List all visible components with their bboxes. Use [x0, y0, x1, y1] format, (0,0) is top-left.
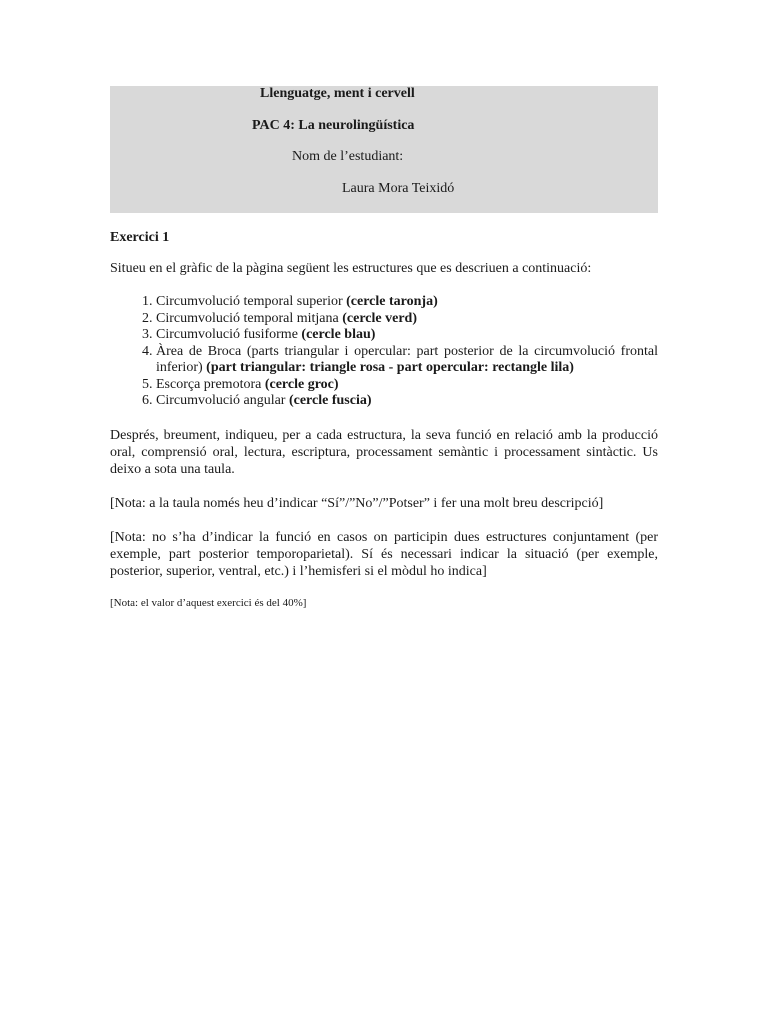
list-item [156, 327, 658, 344]
item-marker: (cercle verd) [342, 310, 417, 326]
note-function: [Nota: no s’ha d’indicar la funció en casos on participin dues estructures conjuntament (per exemple, part posterior temporoparietal). Sí és necessari indicar la situació (per exemple, posterior, superior, ventral, etc.) i l’hemisferi si el mòdul ho indica] [110, 529, 658, 579]
list-item [156, 344, 658, 377]
header-box [110, 86, 658, 213]
student-name: Laura Mora Teixidó [342, 181, 455, 196]
exercise-description: Després, breument, indiqueu, per a cada estructura, la seva funció en relació amb la producció oral, comprensió oral, lectura, escriptura, processament semàntic i processament sintàctic. Us deixo a sota una taula. [110, 427, 658, 477]
exercise-intro: Situeu en el gràfic de la pàgina següent les estructures que es descriuen a continuació: [110, 261, 592, 276]
student-label: Nom de l’estudiant: [292, 149, 404, 164]
item-marker: (cercle fuscia) [288, 393, 372, 408]
course-title: Llenguatge, ment i cervell [260, 86, 415, 101]
structure-list [110, 294, 658, 410]
list-item [156, 377, 658, 394]
list-item [156, 311, 658, 328]
note-table: [Nota: a la taula només heu d’indicar “Sí”/”No”/”Potser” i fer una molt breu descripció] [110, 495, 604, 511]
item-marker: (cercle groc) [264, 376, 339, 392]
note-weight: [Nota: el valor d’aquest exercici és del 40%] [110, 596, 307, 609]
item-text: Escorça premotora [156, 376, 265, 392]
list-item [156, 294, 658, 311]
item-marker: (part triangular: triangle rosa - part opercular: rectangle lila) [206, 360, 574, 375]
item-text: Circumvolució fusiforme [156, 327, 302, 342]
item-marker: (cercle taronja) [346, 294, 438, 309]
document-page [110, 86, 658, 610]
assignment-title: PAC 4: La neurolingüística [252, 118, 415, 133]
exercise-title: Exercici 1 [110, 230, 170, 245]
list-item [156, 393, 658, 410]
item-text: Circumvolució angular [156, 393, 289, 408]
item-text: Circumvolució temporal superior [156, 294, 347, 309]
item-marker: (cercle blau) [301, 327, 376, 342]
item-text: Circumvolució temporal mitjana [156, 310, 343, 326]
item-text: Àrea de Broca (parts triangular i opercular: part posterior de la circumvolució frontal inferior) [156, 343, 658, 375]
